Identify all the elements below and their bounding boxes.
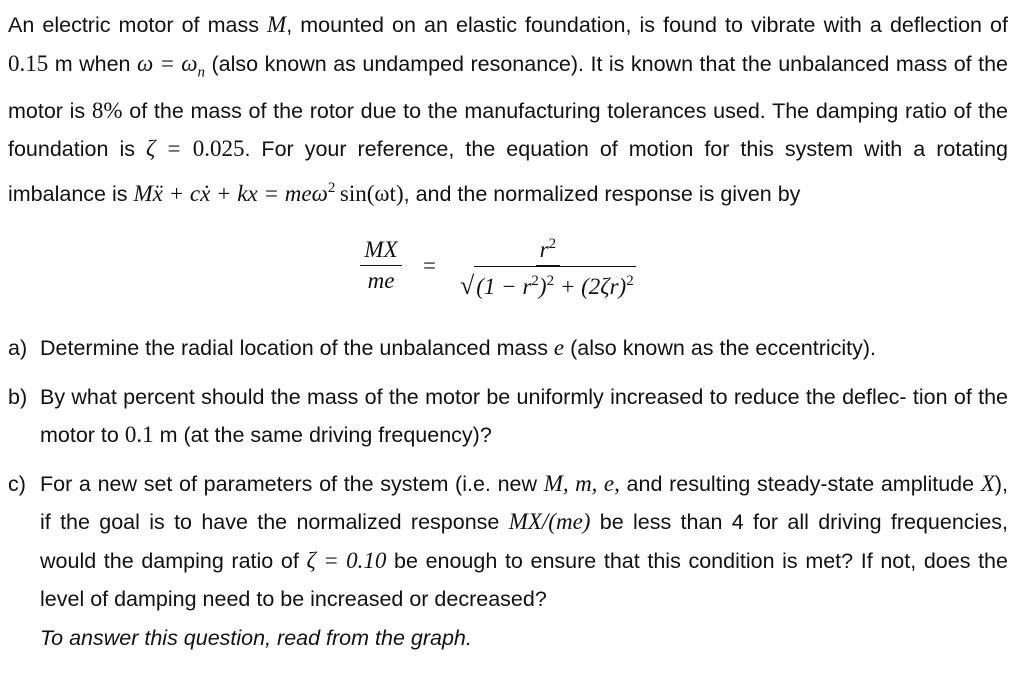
radicand: $(1 - r^2)^2 + (2\zeta r)^2$	[474, 266, 635, 301]
sqrt-icon: √	[459, 271, 475, 301]
question-c-text-1: For a new set of parameters of the system (i.e. new	[40, 471, 538, 496]
eccentricity-symbol: e	[553, 335, 565, 361]
intro-text-1: An electric motor of mass	[8, 13, 259, 37]
question-list	[8, 329, 1008, 657]
intro-text-4: (also known as undamped resonance). It is known that the unbalanced mass of the motor is	[8, 51, 1008, 123]
intro-paragraph	[8, 6, 1008, 213]
equation-of-motion: Mẍ + cẋ + kx = meω$^2$ sin(ωt)	[133, 179, 404, 206]
rhs-numerator: $r^2$	[536, 229, 560, 266]
normalized-ratio: MX/(me)	[508, 509, 591, 535]
question-c-text-3: ), if the goal is to have the normalized response	[40, 471, 1008, 535]
target-deflection: 0.1	[124, 422, 154, 448]
intro-text-7: , and the normalized response is given by	[403, 181, 801, 206]
problem-statement	[8, 6, 1008, 657]
new-zeta: ζ = 0.10	[306, 547, 387, 573]
question-c-text-2: and resulting steady-state amplitude	[626, 471, 975, 496]
question-a-text-2: (also known as the eccentricity).	[570, 336, 877, 361]
unbalance-percent: 8%	[91, 97, 123, 123]
new-parameters: M, m, e,	[543, 470, 620, 496]
rhs-denominator	[456, 266, 640, 302]
equals-sign: =	[423, 252, 436, 278]
lhs-fraction	[353, 235, 409, 296]
graph-note: To answer this question, read from the graph.	[40, 625, 472, 650]
question-a-text-1: Determine the radial location of the unbalanced mass	[40, 336, 548, 361]
question-c-label: c)	[8, 471, 26, 496]
question-b-text-2: m (at the same driving frequency)?	[159, 423, 492, 448]
question-a	[8, 329, 1008, 368]
rhs-fraction	[456, 229, 640, 302]
question-c-text-5: be enough to ensure that this condition is met? If not, does the level of damping need to be increased or decreased?	[40, 548, 1008, 612]
intro-text-2: , mounted on an elastic foundation, is found to vibrate with a deflection of	[286, 13, 1008, 37]
lhs-numerator: MX	[360, 235, 401, 266]
question-c-text-4: be less than 4 for all driving frequencies, would the damping ratio of	[40, 510, 1008, 573]
zeta-value: 0.025	[192, 136, 245, 162]
question-b-label: b)	[8, 384, 28, 409]
intro-text-3: m when	[54, 51, 131, 76]
zeta-label: ζ =	[146, 136, 182, 162]
resonance-condition: $\omega = \omega_n$	[137, 50, 206, 81]
question-a-label: a)	[8, 336, 28, 361]
mass-symbol: M	[267, 12, 287, 37]
amplitude-symbol: X	[980, 470, 995, 496]
intro-text-5: of the mass of the rotor due to the manufacturing tolerances used. The damping ratio of the foundation is	[8, 98, 1008, 162]
intro-text-6: . For your reference, the equation of motion for this system with a rotating imbalance is	[8, 137, 1008, 206]
deflection-value: 0.15	[8, 50, 49, 76]
question-c	[8, 465, 1008, 658]
lhs-denominator: me	[367, 268, 395, 294]
normalized-response-equation	[8, 225, 1008, 329]
question-b-text-1: By what percent should the mass of the motor be uniformly increased to reduce the deflec- tion of the motor to	[40, 384, 1008, 448]
question-b	[8, 378, 1008, 455]
